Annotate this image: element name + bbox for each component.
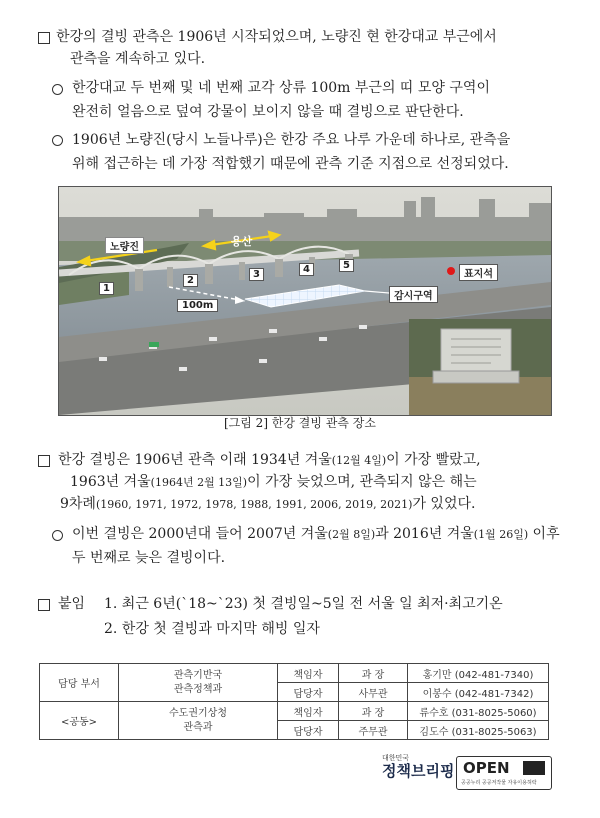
role-cell: 책임자	[278, 702, 339, 721]
dept-name: 수도권기상청 관측과	[119, 702, 278, 740]
role-cell: 담당자	[278, 683, 339, 702]
person-cell: 류수호 (031-8025-5060)	[408, 702, 549, 721]
paragraph-line: 완전히 얼음으로 덮여 강물이 보이지 않을 때 결빙으로 판단한다.	[72, 104, 464, 120]
license-icon	[523, 761, 545, 775]
attachment-item: 1. 최근 6년(`18~`23) 첫 결빙일~5일 전 서울 일 최저·최고기온	[104, 596, 503, 612]
circle-bullet-icon	[52, 84, 63, 95]
marker-stone-label: 표지석	[459, 264, 498, 281]
dept-name: 관측기반국 관측정책과	[119, 664, 278, 702]
distance-label: 100m	[177, 299, 218, 312]
role-cell: 책임자	[278, 664, 339, 683]
circle-bullet-icon	[52, 135, 63, 146]
paragraph-line: 한강대교 두 번째 및 네 번째 교각 상류 100m 부근의 띠 모양 구역이	[72, 80, 490, 96]
figure-caption: [그림 2] 한강 결빙 관측 장소	[224, 416, 376, 430]
paragraph-line: 위해 접근하는 데 가장 적합했기 때문에 관측 기준 지점으로 선정되었다.	[72, 156, 509, 172]
dept-label: 담당 부서	[40, 664, 119, 702]
pier-label: 2	[183, 274, 198, 287]
paragraph-line: 관측을 계속하고 있다.	[70, 51, 206, 67]
paragraph-line: 한강 결빙은 1906년 관측 이래 1934년 겨울(12월 4일)이 가장 빨랐고,	[58, 452, 481, 468]
paragraph-line: 1963년 겨울(1964년 2월 13일)이 가장 늦었으며, 관측되지 않은 해는	[70, 474, 477, 490]
observation-site-photo	[58, 186, 552, 416]
paragraph-line: 1906년 노량진(당시 노들나루)은 한강 주요 나루 가운데 하나로, 관측을	[72, 132, 511, 148]
title-cell: 주무관	[339, 721, 408, 740]
table-row	[40, 702, 549, 721]
title-cell: 과 장	[339, 664, 408, 683]
paragraph-line: 한강의 결빙 관측은 1906년 시작되었으며, 노량진 현 한강대교 부근에서	[56, 29, 497, 45]
dept-label: <공동>	[40, 702, 119, 740]
square-bullet-icon	[38, 599, 50, 611]
open-license-logo: OPEN 공공누리 공공저작물 자유이용허락	[456, 756, 552, 790]
paragraph-line: 이번 결빙은 2000년대 들어 2007년 겨울(2월 8일)과 2016년 겨울(1월 26일) 이후	[72, 526, 560, 542]
policy-briefing-logo: 대한민국 정책브리핑	[382, 754, 455, 780]
paragraph-line: 두 번째로 늦은 결빙이다.	[72, 550, 226, 566]
label-yongsan: 용산	[231, 235, 253, 248]
pier-label: 4	[299, 263, 314, 276]
attachment-item: 2. 한강 첫 결빙과 마지막 해빙 일자	[104, 621, 320, 637]
circle-bullet-icon	[52, 530, 63, 541]
contact-table	[39, 663, 549, 740]
label-noryangjin: 노량진	[105, 237, 144, 254]
pier-label: 1	[99, 282, 114, 295]
person-cell: 김도수 (031-8025-5063)	[408, 721, 549, 740]
person-cell: 이봉수 (042-481-7342)	[408, 683, 549, 702]
paragraph-line: 9차례(1960, 1971, 1972, 1978, 1988, 1991, 2006, 2019, 2021)가 있었다.	[60, 496, 476, 512]
square-bullet-icon	[38, 455, 50, 467]
table-row	[40, 664, 549, 683]
role-cell: 담당자	[278, 721, 339, 740]
photo-illustration	[59, 187, 551, 415]
title-cell: 사무관	[339, 683, 408, 702]
square-bullet-icon	[38, 32, 50, 44]
attachment-label: 붙임	[58, 596, 86, 612]
watch-zone-label: 감시구역	[389, 286, 438, 303]
title-cell: 과 장	[339, 702, 408, 721]
person-cell: 홍기만 (042-481-7340)	[408, 664, 549, 683]
pier-label: 3	[249, 268, 264, 281]
pier-label: 5	[339, 259, 354, 272]
